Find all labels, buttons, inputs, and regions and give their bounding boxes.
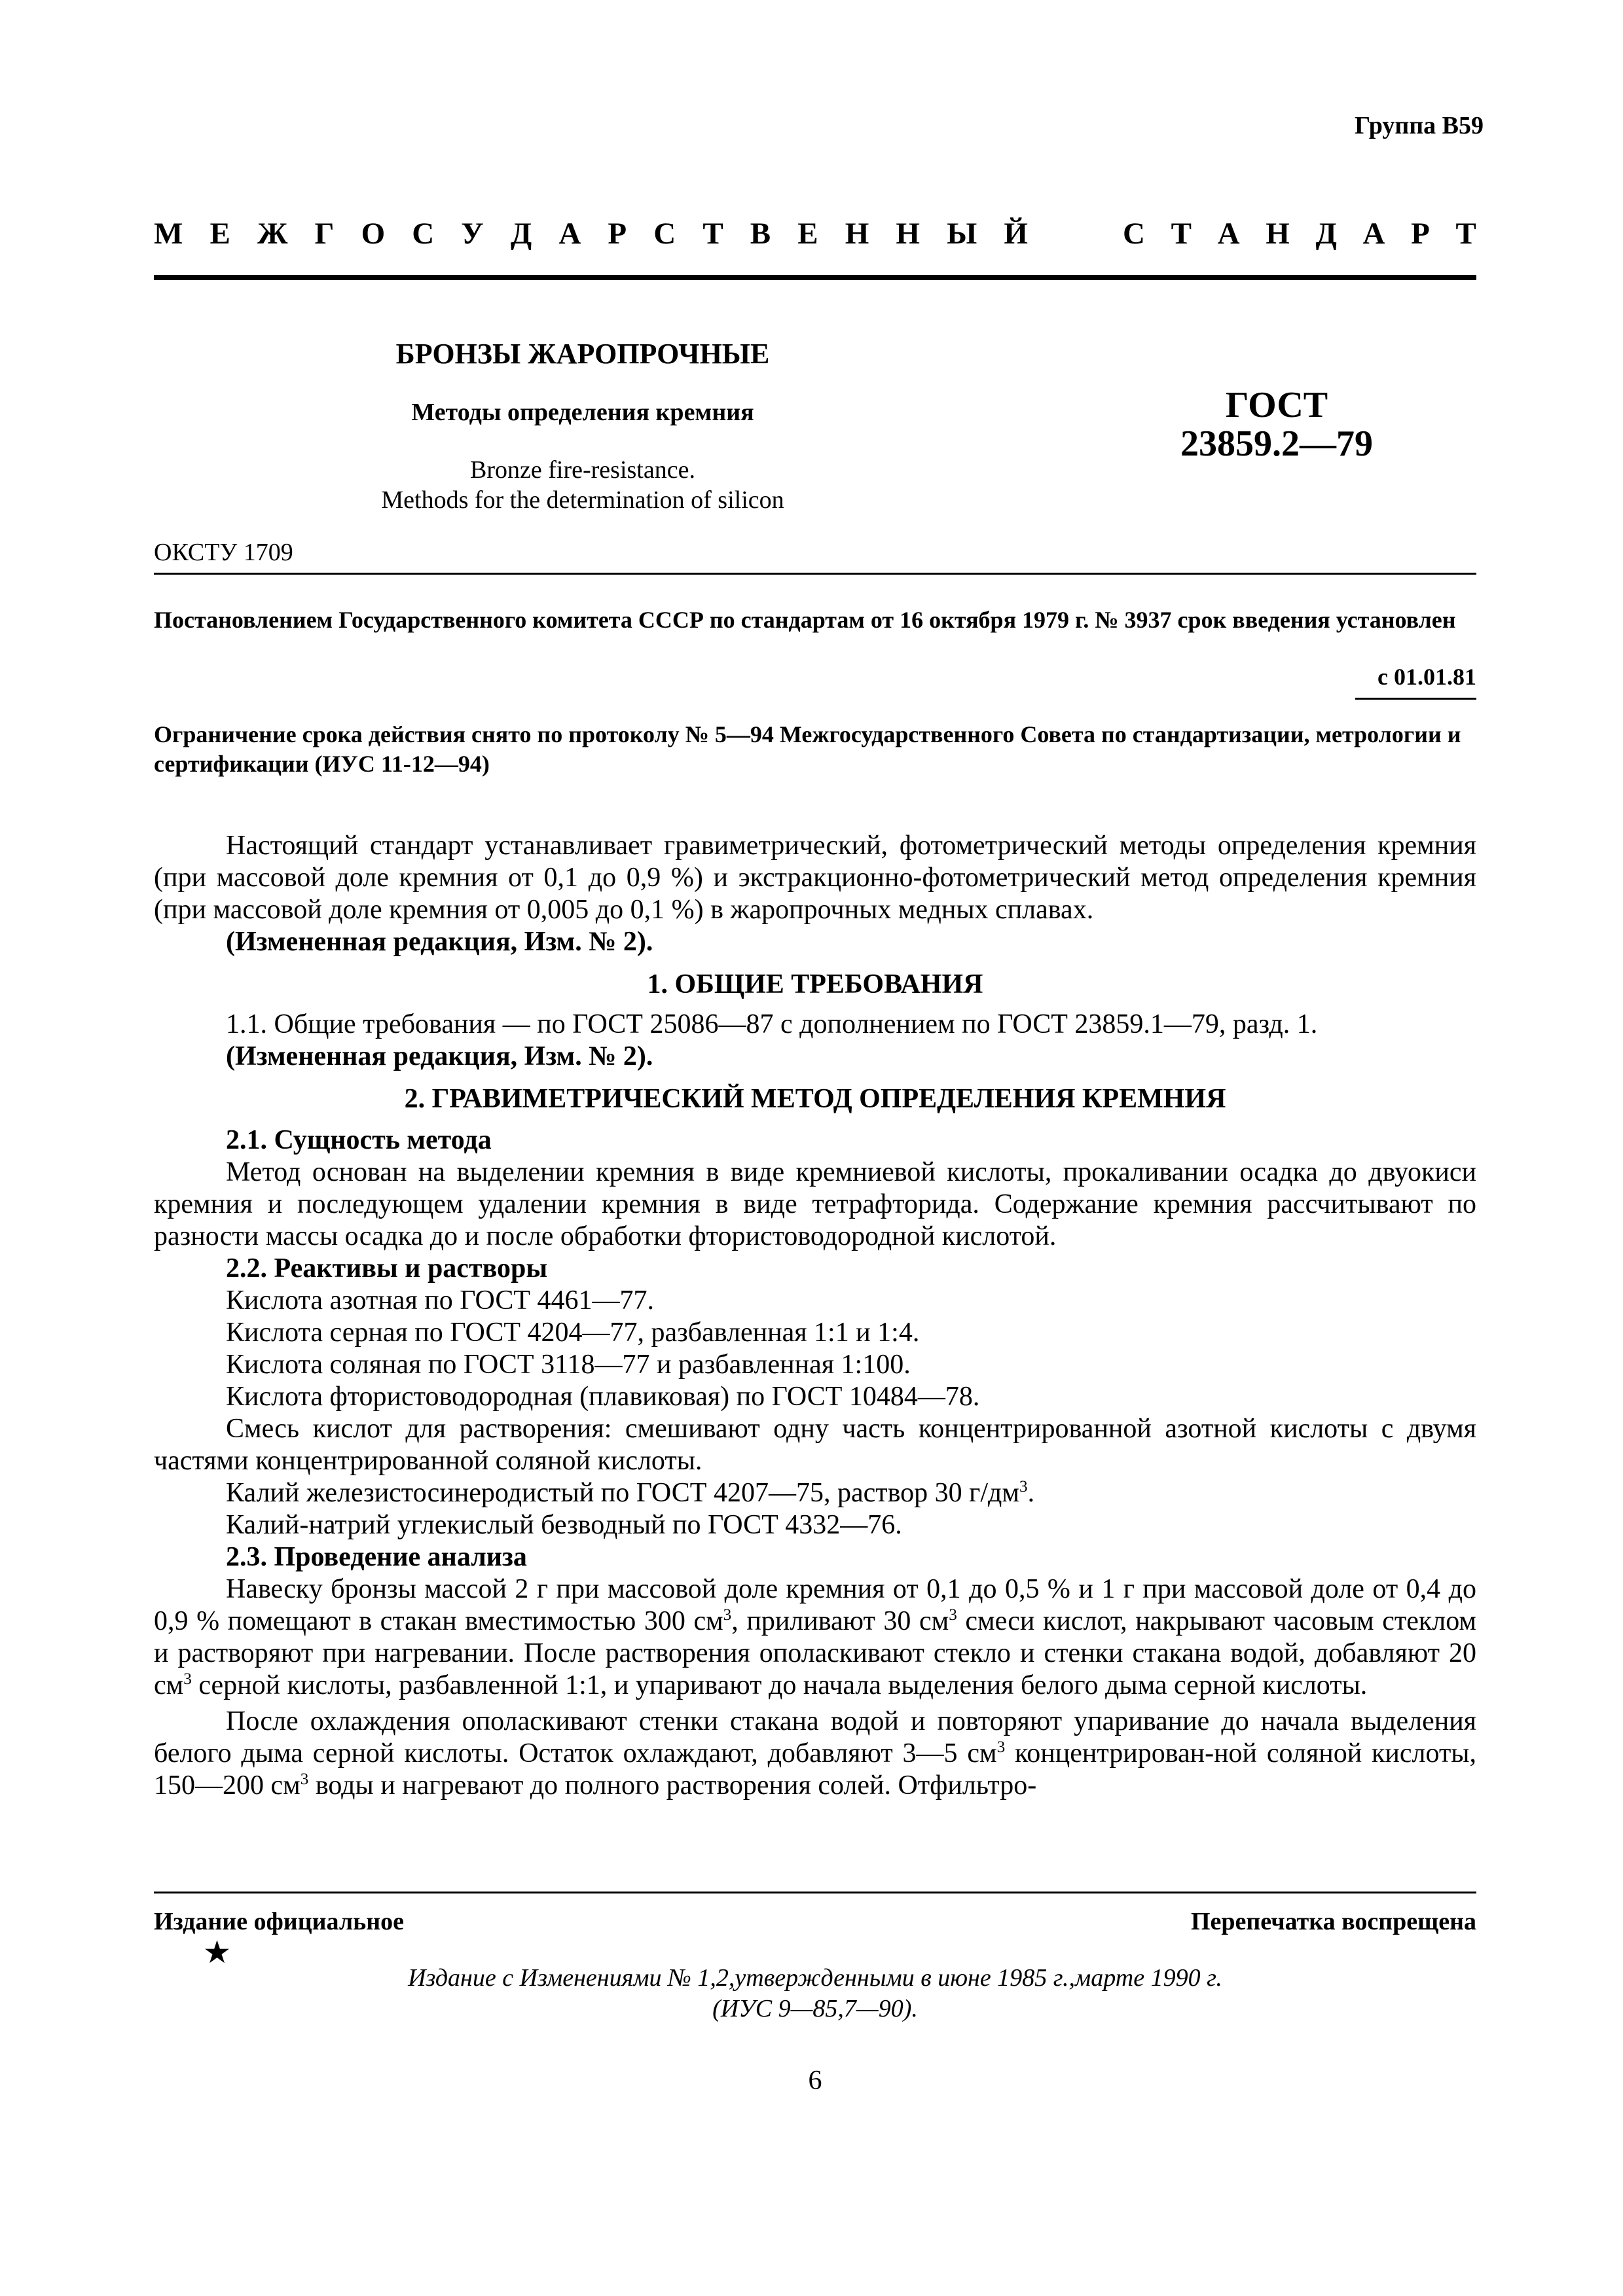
banner-letter: С bbox=[1123, 217, 1145, 251]
limitation-text: Ограничение срока действия снято по протоколу № 5—94 Межгосударственного Совета по стандартизации, метрологии и сертификации (ИУС 11-12—94) bbox=[154, 721, 1461, 777]
reagent-item: Смесь кислот для растворения: смешивают одну часть концентрированной азотной кислоты с двумя частями концентрированной соляной кислоты. bbox=[154, 1414, 1476, 1476]
group-code: Группа В59 bbox=[1354, 112, 1484, 139]
standard-banner bbox=[154, 216, 1476, 251]
subsection-2-1-text: Метод основан на выделении кремния в виде кремниевой кислоты, прокаливании осадка до двуокиси кремния и последующем удалении кремния в виде тетрафторида. Содержание кремния рассчитывают по разности массы осадка до и после обработки фтористоводородной кислотой. bbox=[154, 1157, 1476, 1251]
decree-date: с 01.01.81 bbox=[1377, 664, 1476, 690]
decree-text: Постановлением Государственного комитета СССР по стандартам от 16 октября 1979 г. № 3937 срок введения установлен bbox=[154, 607, 1456, 633]
reagent-item: Калий железистосинеродистый по ГОСТ 4207—75, раствор 30 $г/дм^3$. bbox=[226, 1478, 1035, 1508]
subtitle-ru: Методы определения кремния bbox=[411, 399, 754, 426]
gost-number bbox=[1113, 386, 1440, 463]
banner-letter: С bbox=[412, 217, 435, 251]
reagent-item: Кислота азотная по ГОСТ 4461—77. bbox=[226, 1285, 654, 1316]
reagent-item: Калий-натрий углекислый безводный по ГОСТ 4332—76. bbox=[226, 1510, 902, 1540]
gost-code: 23859.2—79 bbox=[1180, 423, 1373, 464]
analysis-paragraph-1: Навеску бронзы массой 2 г при массовой доле кремния от 0,1 до 0,5 % и 1 г при массовой доле от 0,4 до 0,9 % помещают в стакан вместимостью 300 $см^3$, приливают 30 $см^3$ смеси кислот, накрывают часовым стеклом и растворяют при нагревании. После растворения ополаскивают стекло и стенки стакана водой, добавляют 20 $см^3$ серной кислоты, разбавленной 1:1, и упаривают до начала выделения белого дыма серной кислоты. bbox=[154, 1574, 1476, 1700]
reagent-item: Кислота соляная по ГОСТ 3118—77 и разбавленная 1:100. bbox=[226, 1350, 911, 1380]
section1-heading: 1. ОБЩИЕ ТРЕБОВАНИЯ bbox=[647, 969, 983, 999]
banner-left-word bbox=[154, 216, 1028, 251]
banner-right-word bbox=[1123, 216, 1476, 251]
banner-letter: Г bbox=[314, 217, 335, 251]
banner-letter: Ж bbox=[257, 217, 288, 251]
page-number: 6 bbox=[808, 2066, 822, 2096]
subsection-2-2-heading: 2.2. Реактивы и растворы bbox=[226, 1253, 548, 1283]
header-rule bbox=[154, 275, 1476, 280]
reprint-prohibited: Перепечатка воспрещена bbox=[1190, 1908, 1476, 1935]
banner-letter: У bbox=[461, 217, 484, 251]
edition-note-line2: (ИУС 9—85,7—90). bbox=[712, 1995, 918, 2022]
section1-paragraph: 1.1. Общие требования — по ГОСТ 25086—87 с дополнением по ГОСТ 23859.1—79, разд. 1. bbox=[226, 1009, 1318, 1039]
banner-letter: Ы bbox=[947, 217, 977, 251]
banner-letter: Т bbox=[702, 217, 723, 251]
reagent-item: Кислота серная по ГОСТ 4204—77, разбавленная 1:1 и 1:4. bbox=[226, 1318, 920, 1348]
banner-letter: Н bbox=[845, 217, 869, 251]
main-body bbox=[154, 830, 1476, 1802]
title-en-line2: Methods for the determination of silicon bbox=[381, 486, 784, 514]
banner-letter: Р bbox=[608, 217, 627, 251]
subsection-2-1-heading: 2.1. Сущность метода bbox=[226, 1125, 492, 1155]
banner-letter: А bbox=[1217, 217, 1240, 251]
gost-label: ГОСТ bbox=[1225, 385, 1328, 425]
section1-note: (Измененная редакция, Изм. № 2). bbox=[226, 1041, 653, 1071]
banner-letter: Е bbox=[797, 217, 818, 251]
banner-letter: Й bbox=[1004, 217, 1028, 251]
analysis-paragraph-2: После охлаждения ополаскивают стенки стакана водой и повторяют упаривание до начала выделения белого дыма серной кислоты. Остаток охлаждают, добавляют 3—5 $см^3$ концентрирован-ной соляной кислоты, 150—200 $см^3$ воды и нагревают до полного растворения солей. Отфильтро- bbox=[154, 1706, 1477, 1801]
banner-letter: С bbox=[653, 217, 676, 251]
banner-letter: М bbox=[154, 217, 183, 251]
section2-heading: 2. ГРАВИМЕТРИЧЕСКИЙ МЕТОД ОПРЕДЕЛЕНИЯ КРЕМНИЯ bbox=[404, 1084, 1226, 1114]
banner-letter: В bbox=[750, 217, 771, 251]
banner-letter: Т bbox=[1171, 217, 1192, 251]
title-rule bbox=[154, 573, 1476, 575]
intro-note: (Измененная редакция, Изм. № 2). bbox=[226, 927, 653, 957]
footer-rule bbox=[154, 1892, 1476, 1893]
date-rule bbox=[1355, 698, 1476, 700]
title-en-line1: Bronze fire-resistance. bbox=[470, 456, 695, 484]
official-edition: Издание официальное bbox=[154, 1908, 405, 1935]
banner-letter: Д bbox=[1315, 217, 1337, 251]
banner-letter: Н bbox=[1266, 217, 1290, 251]
intro-paragraph: Настоящий стандарт устанавливает гравиметрический, фотометрический методы определения кремния (при массовой доле кремния от 0,1 до 0,9 %) и экстракционно-фотометрический метод определения кремния (при массовой доле кремния от 0,005 до 0,1 %) в жаропрочных медных сплавах. bbox=[154, 831, 1476, 925]
banner-letter: Р bbox=[1411, 217, 1430, 251]
subsection-2-3-heading: 2.3. Проведение анализа bbox=[226, 1542, 527, 1572]
banner-letter: А bbox=[558, 217, 581, 251]
banner-letter: Н bbox=[896, 217, 920, 251]
banner-letter: Е bbox=[210, 217, 230, 251]
star-icon: ★ bbox=[203, 1935, 232, 1970]
reagent-item: Кислота фтористоводородная (плавиковая) по ГОСТ 10484—78. bbox=[226, 1382, 980, 1412]
okstu-code: ОКСТУ 1709 bbox=[154, 539, 293, 566]
banner-letter: Т bbox=[1455, 217, 1476, 251]
banner-letter: О bbox=[361, 217, 386, 251]
banner-letter: Д bbox=[510, 217, 532, 251]
banner-letter: А bbox=[1362, 217, 1385, 251]
title-ru: БРОНЗЫ ЖАРОПРОЧНЫЕ bbox=[395, 338, 770, 370]
edition-note-line1: Издание с Изменениями № 1,2,утвержденными в июне 1985 г.,марте 1990 г. bbox=[408, 1964, 1222, 1992]
